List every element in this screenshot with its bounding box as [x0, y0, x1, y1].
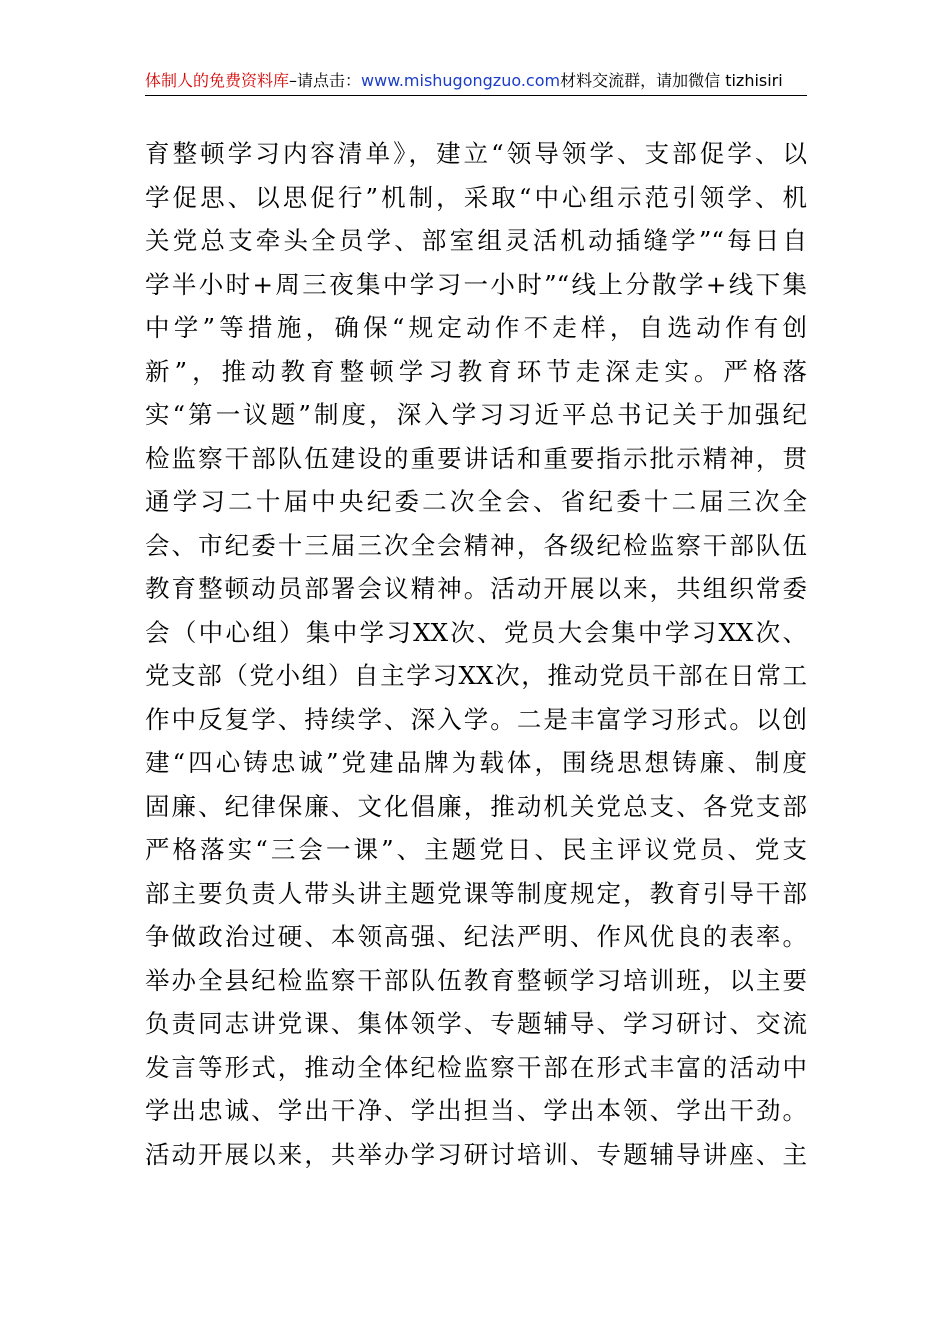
text-line: 学促思、以思促行”机制，采取“中心组示范引领学、机: [145, 182, 807, 212]
text-line: 关党总支牵头全员学、部室组灵活机动插缝学”“每日自: [145, 226, 807, 255]
text-line: 作中反复学、持续学、深入学。二是丰富学习形式。以创: [145, 704, 807, 734]
text-line: 会（中心组）集中学习XX次、党员大会集中学习XX次、: [145, 617, 807, 647]
text-line: 学出忠诚、学出干净、学出担当、学出本领、学出干劲。: [145, 1096, 807, 1125]
header-contact: 材料交流群，请加微信 tizhisiri: [560, 71, 783, 90]
text-line: 建“四心铸忠诚”党建品牌为载体，围绕思想铸廉、制度: [145, 748, 807, 777]
text-line: 育整顿学习内容清单》，建立“领导领学、支部促学、以: [145, 139, 807, 168]
text-line: 中学”等措施，确保“规定动作不走样，自选动作有创: [145, 313, 807, 342]
text-line: 举办全县纪检监察干部队伍教育整顿学习培训班，以主要: [145, 965, 807, 995]
text-line: 严格落实“三会一课”、主题党日、民主评议党员、党支: [145, 835, 807, 864]
text-line: 实“第一议题”制度，深入学习习近平总书记关于加强纪: [145, 400, 807, 429]
page-header: [145, 68, 807, 94]
text-line: 固廉、纪律保廉、文化倡廉，推动机关党总支、各党支部: [145, 791, 807, 821]
text-line: 发言等形式，推动全体纪检监察干部在形式丰富的活动中: [145, 1052, 807, 1082]
text-line: 教育整顿动员部署会议精神。活动开展以来，共组织常委: [145, 574, 807, 603]
body-paragraph: [145, 132, 807, 1176]
text-line: 争做政治过硬、本领高强、纪法严明、作风优良的表率。: [145, 922, 807, 951]
header-brand: 体制人的免费资料库: [145, 71, 290, 90]
text-line: 部主要负责人带头讲主题党课等制度规定，教育引导干部: [145, 878, 807, 908]
text-line: 活动开展以来，共举办学习研讨培训、专题辅导讲座、主: [145, 1139, 807, 1169]
header-prompt: –请点击：: [289, 71, 362, 90]
text-line: 新”，推动教育整顿学习教育环节走深走实。严格落: [145, 356, 807, 386]
header-divider: [145, 95, 807, 96]
header-link[interactable]: www.mishugongzuo.com: [361, 71, 561, 90]
text-line: 学半小时+周三夜集中学习一小时”“线上分散学+线下集: [145, 269, 807, 299]
text-line: 党支部（党小组）自主学习XX次，推动党员干部在日常工: [145, 661, 807, 690]
text-line: 会、市纪委十三届三次全会精神，各级纪检监察干部队伍: [145, 530, 807, 560]
text-line: 检监察干部队伍建设的重要讲话和重要指示批示精神，贯: [145, 443, 807, 473]
text-line: 通学习二十届中央纪委二次全会、省纪委十二届三次全: [145, 487, 807, 516]
text-line: 负责同志讲党课、集体领学、专题辅导、学习研讨、交流: [145, 1009, 807, 1038]
